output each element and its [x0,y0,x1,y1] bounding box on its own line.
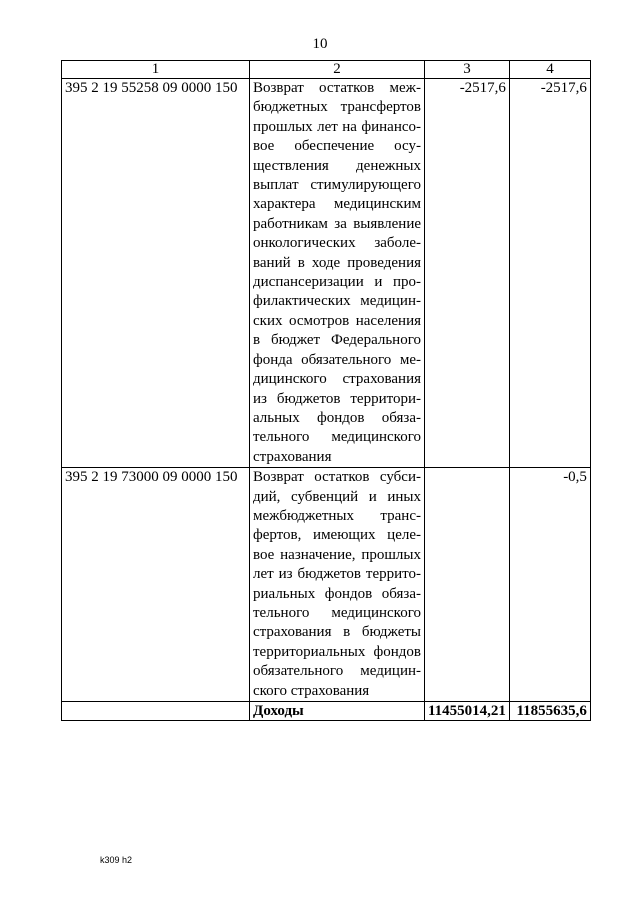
header-col-3: 3 [425,61,510,79]
item-description [250,79,425,468]
description-line: тельного медицинского [253,604,421,621]
table-header-row [62,61,591,79]
description-line: филактических медицин- [253,293,421,310]
footer-code: k309 h2 [100,855,133,865]
description-line: дий, субвенций и иных [253,488,421,505]
description-line: Возврат остатков субси- [253,469,421,486]
budget-code: 395 2 19 55258 09 0000 150 [62,79,250,468]
description-line: вое назначение, прошлых [253,546,421,563]
description-line: Возврат остатков меж- [253,80,421,96]
header-col-4: 4 [509,61,590,79]
description-line: из бюджетов территори- [253,390,421,407]
description-line: ского страхования [253,682,370,699]
description-line: в бюджет Федерального [253,332,421,349]
description-line: ских осмотров населения [253,312,421,329]
description-line: вое обеспечение осу- [253,138,421,155]
description-line: ваний в ходе проведения [253,254,421,271]
header-col-1: 1 [62,61,250,79]
item-description [250,468,425,702]
total-row [62,702,591,721]
description-line: риальных фондов обяза- [253,585,421,602]
description-line: прошлых лет на финансо- [253,118,421,135]
description-line: ществления денежных [253,157,421,174]
description-line: бюджетных трансфертов [253,99,421,116]
value-col-4: -0,5 [509,468,590,702]
total-col-4: 11855635,6 [509,702,590,721]
description-line: лет из бюджетов террито- [253,566,421,583]
revenue-table [61,60,591,721]
description-line: фонда обязательного ме- [253,351,421,368]
description-line: территориальных фондов [253,643,421,660]
description-line: обязательного медицин- [253,663,421,680]
header-col-2: 2 [250,61,425,79]
table-row [62,468,591,702]
value-col-4: -2517,6 [509,79,590,468]
value-col-3: -2517,6 [425,79,510,468]
description-line: страхования [253,448,332,465]
description-line: диспансеризации и про- [253,274,421,291]
total-empty-cell [62,702,250,721]
budget-code: 395 2 19 73000 09 0000 150 [62,468,250,702]
description-line: онкологических заболе- [253,235,421,252]
description-line: дицинского страхования [253,371,421,388]
description-line: выплат стимулирующего [253,177,421,194]
total-col-3: 11455014,21 [425,702,510,721]
description-line: работникам за выявление [253,215,421,232]
table-row [62,79,591,468]
description-line: страхования в бюджеты [253,624,421,641]
page-number: 10 [312,36,328,52]
description-line: характера медицинским [253,196,421,213]
total-label: Доходы [250,702,425,721]
description-line: альных фондов обяза- [253,409,421,426]
description-line: межбюджетных транс- [253,507,421,524]
description-line: фертов, имеющих целе- [253,527,421,544]
value-col-3 [425,468,510,702]
description-line: тельного медицинского [253,429,421,446]
